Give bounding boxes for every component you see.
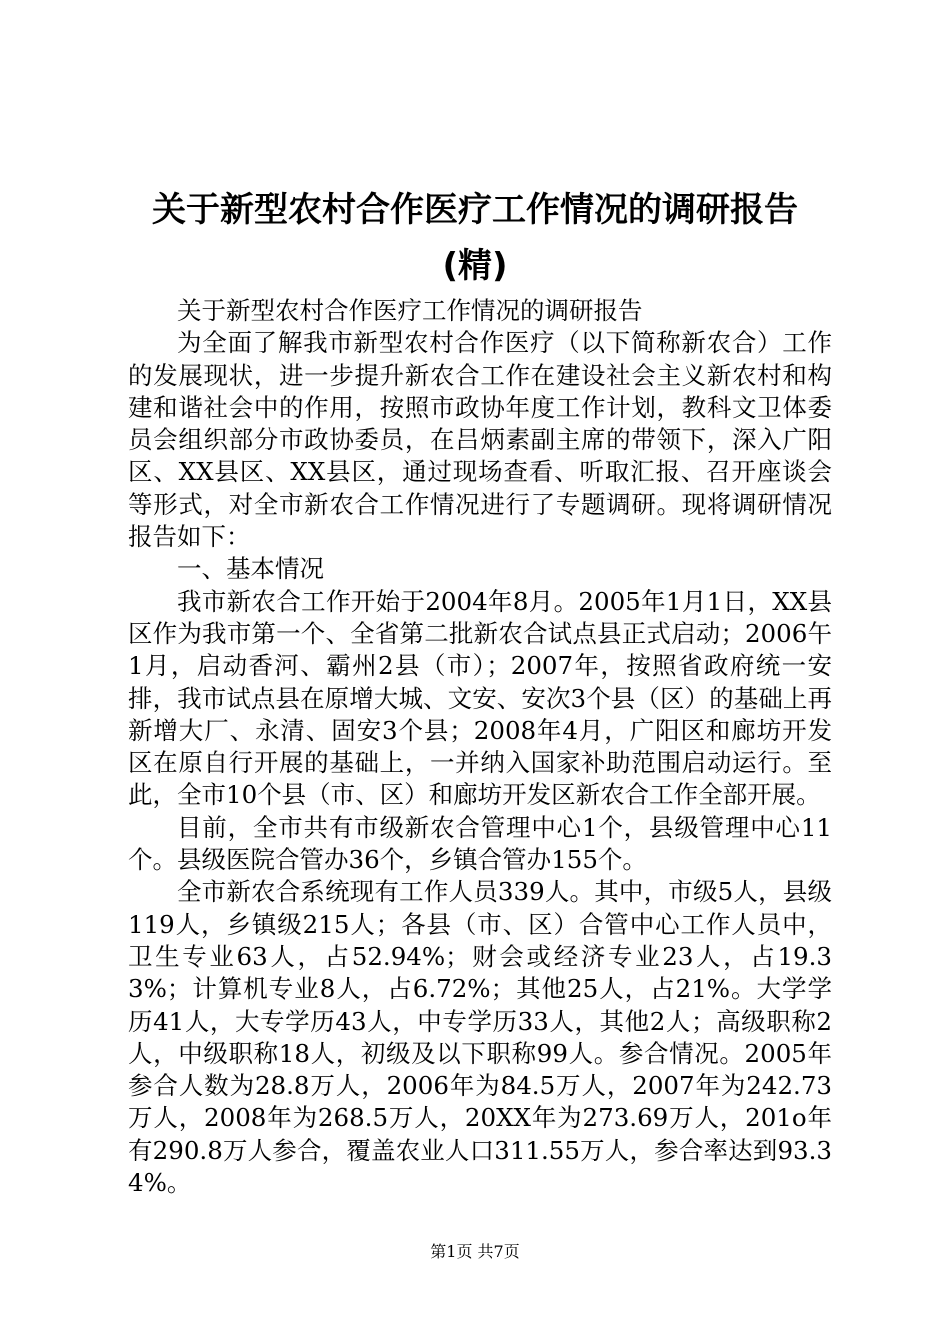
paragraph-subtitle: 关于新型农村合作医疗工作情况的调研报告 (177, 296, 643, 325)
section-heading-basic-situation: 一、基本情况 (177, 554, 324, 584)
paragraph-management-centers: 目前，全市共有市级新农合管理中心1个，县级管理中心11个。县级医院合管办36个，乡镇合管办155个。 (128, 812, 832, 875)
document-body (128, 295, 832, 1199)
document-title: 关于新型农村合作医疗工作情况的调研报告 (152, 190, 798, 230)
paragraph-history: 我市新农合工作开始于2004年8月。2005年1月1日，XX县区作为我市第一个、全省第二批新农合试点县正式启动；2006午1月，启动香河、霸州2县（市）；2007年，按照省政府统一安排，我市试点县在原增大城、文安、安次3个县（区）的基础上再新增大厂、永清、固安3个县；2008年4月，广阳区和廊坊开发区在原自行开展的基础上，一并纳入国家补助范围启动运行。至此，全市10个县（市、区）和廊坊开发区新农合工作全部开展。 (128, 586, 832, 810)
paragraph-staff-statistics: 全市新农合系统现有工作人员339人。其中，市级5人，县级119人，乡镇级215人；各县（市、区）合管中心工作人员中，卫生专业63人，占52.94%；财会或经济专业23人，占19.33%；计算机专业8人，占6.72%；其他25人，占21%。大学学历41人，大专学历43人，中专学历33人，其他2人；高级职称2人，中级职称18人，初级及以下职称99人。参合情况。2005年参合人数为28.8万人，2006年为84.5万人，2007年为242.73万人，2008年为268.5万人，20XX年为273.69万人，201o年有290.8万人参合，覆盖农业人口311.55万人，参合率达到93.34%。 (128, 877, 832, 1198)
document-title-suffix: (精) (442, 246, 508, 286)
page-footer: 第1页 共7页 (430, 1242, 520, 1261)
paragraph-introduction: 为全面了解我市新型农村合作医疗（以下简称新农合）工作的发展现状，进一步提升新农合工作在建设社会主义新农村和构建和谐社会中的作用，按照市政协年度工作计划，教科文卫体委员会组织部分市政协委员，在吕炳素副主席的带领下，深入广阳区、XX县区、XX县区，通过现场查看、听取汇报、召开座谈会等形式，对全市新农合工作情况进行了专题调研。现将调研情况报告如下： (128, 328, 832, 552)
